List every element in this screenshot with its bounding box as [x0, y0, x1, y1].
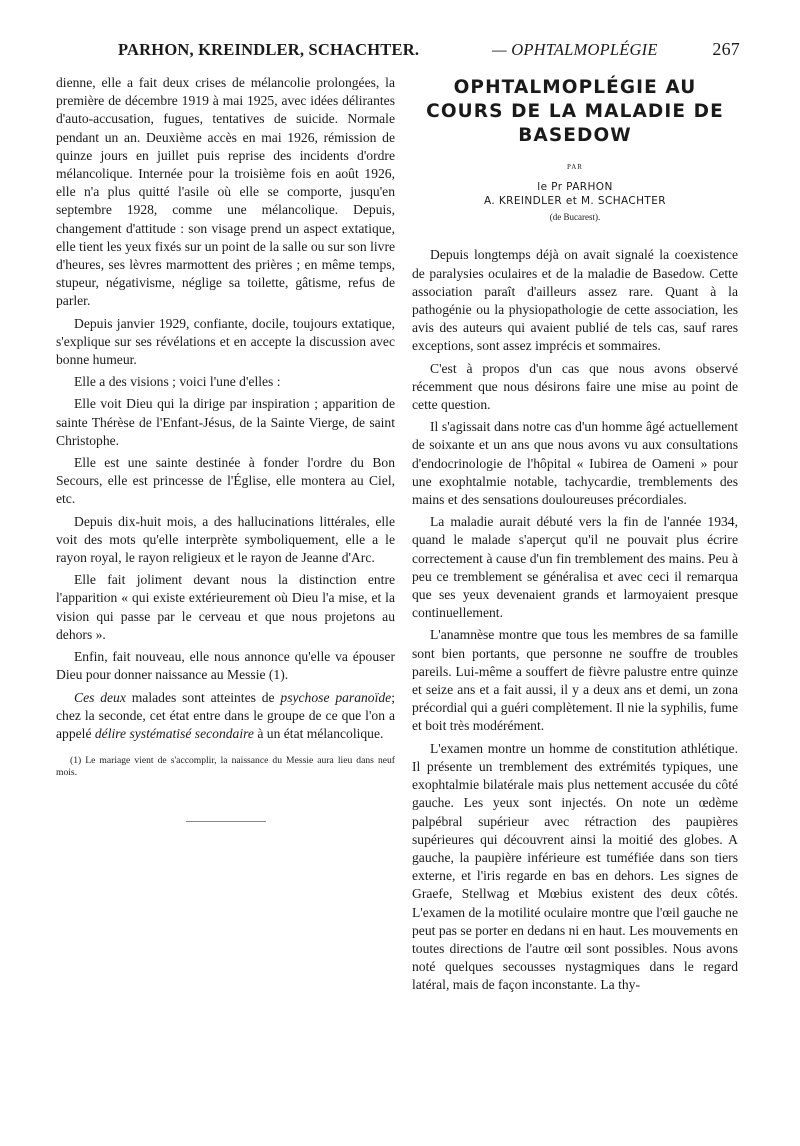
running-head-title — [492, 40, 658, 60]
paragraph: La maladie aurait débuté vers la fin de l'année 1934, quand le malade s'aperçut qu'il ne pouvait plus écrire correctement à cause d'un fin tremblement des mains. Peu à peu ce tremblement se généralisa et avec ceci il remarqua que ses yeux devenaient grands et larmoyaient presque continuellement. — [412, 514, 738, 621]
right-column — [412, 74, 738, 999]
left-column — [56, 74, 395, 822]
paragraph: C'est à propos d'un cas que nous avons observé récemment que nous désirons faire une mise au point de cette question. — [412, 360, 738, 413]
footnote: (1) Le mariage vient de s'accomplir, la naissance du Messie aura lieu dans neuf mois. — [56, 755, 395, 779]
running-head-dash: — — [492, 40, 507, 59]
italic-span: Ces deux — [74, 689, 126, 705]
paragraph: Depuis longtemps déjà on avait signalé la coexistence de paralysies oculaires et de la maladie de Basedow. Cette association paraît d'ailleurs assez rare. Quant à la pathogénie ou la physiopathologie de cette association, les avis des auteurs qui avaient publié de tels cas, sauf rares exceptions, sont assez imprécis et sommaires. — [412, 247, 738, 354]
paragraph: L'examen montre un homme de constitution athlétique. Il présente un tremblement des extrémités typiques, une exophtalmie bilatérale mais plus nettement accusée du côté gauche. Les yeux sont injectés. On note un œdème palpébral supérieur avec rétraction des paupières supérieures qui découvrent ainsi la moitié des globes. A gauche, la paupière inférieure est tuméfiée dans son tiers externe, et l'iris regarde en bas en dehors. Les signes de Graefe, Stellwag et Mœbius existent des deux côtés. L'examen de la motilité oculaire montre que l'œil gauche ne peut pas se porter en dedans ni en haut. Les mouvements en toutes directions de l'autre œil sont possibles. Nous avons noté quelques secousses nystagmiques dans le regard latéral, mais de façon inconstante. La thy- — [412, 740, 738, 993]
text-span: à un état mélancolique. — [253, 725, 384, 741]
paragraph: Il s'agissait dans notre cas d'un homme âgé actuellement de soixante et un ans que nous avons vu aux consultations d'endocrinologie de l'hôpital « Iubirea de Oameni » pour une exophtalmie notable, tachycardie, tremblements des mains et des sensations douloureuses précordiales. — [412, 419, 738, 508]
paragraph: Elle est une sainte destinée à fonder l'ordre du Bon Secours, elle est princesse de l'Église, elle montera au Ciel, etc. — [56, 455, 395, 507]
running-head-title-text: OPHTALMOPLÉGIE — [511, 40, 658, 59]
paragraph: dienne, elle a fait deux crises de mélancolie prolongées, la première de décembre 1919 à mai 1925, avec idées délirantes d'auto-accusation, fugues, tentatives de suicide. Normale pendant un an. Deuxième accès en mai 1926, rémission de quinze jours en juillet puis reprise des incidents d'ordre mélancolique. Internée pour la troisième fois en août 1926, elle n'a plus quitté l'asile où elle se comporte, jusqu'en septembre 1928, comme une mélancolique. Depuis, changement d'attitude : son visage prend un aspect extatique, elle tient les yeux fixés sur un point de la salle ou sur son livre d'heures, ses lèvres marmottent des prières ; en même temps, stupeur, négativisme, néglige sa toilette, gâtisme, refus de parler. — [56, 75, 396, 309]
paragraph: Elle voit Dieu qui la dirige par inspiration ; apparition de sainte Thérèse de l'Enfant-Jésus, de la Sainte Vierge, de saint Christophe. — [56, 396, 395, 448]
byline-par: PAR — [567, 163, 583, 171]
author-line-1: le Pr PARHON — [537, 181, 613, 194]
end-separator — [186, 821, 266, 822]
paragraph: Enfin, fait nouveau, elle nous annonce qu'elle va épouser Dieu pour donner naissance au Messie (1). — [56, 649, 395, 683]
author-line-2: A. KREINDLER et M. SCHACHTER — [484, 195, 666, 208]
italic-span: délire systématisé secondaire — [94, 725, 254, 741]
paragraph: L'anamnèse montre que tous les membres de sa famille sont bien portants, que personne ne souffre de troubles pareils. Lui-même a souffert de fièvre palustre entre quinze et seize ans et a fait aussi, il y a deux ans et demi, un zona précordial qui a guéri complètement. Il nie la syphilis, fume et boit très modérément. — [412, 627, 738, 734]
paragraph: Elle fait joliment devant nous la distinction entre l'apparition « qui existe extérieurement où Dieu l'a mise, et la vision qui passe par le cerveau et que nous projetons au dehors ». — [56, 572, 395, 642]
conclusion-paragraph — [56, 689, 395, 744]
italic-span: psychose paranoïde — [280, 689, 392, 705]
running-head-authors: PARHON, KREINDLER, SCHACHTER. — [118, 40, 420, 59]
affiliation: (de Bucarest). — [549, 212, 601, 223]
text-span: ; chez la seconde, cet état entre dans le groupe de ce que l'on a appelé — [56, 689, 395, 741]
paragraph: Elle a des visions ; voici l'une d'elles : — [74, 374, 281, 390]
text-span: malades sont atteintes de — [125, 689, 281, 705]
article-authors — [412, 180, 738, 208]
paragraph: Depuis dix-huit mois, a des hallucinations littérales, elle voit des mots qu'elle interprète symboliquement, elle a le rayon royal, le rayon religieux et le rayon de Jeanne d'Arc. — [56, 513, 395, 566]
page-number: 267 — [712, 39, 740, 59]
paragraph: Depuis janvier 1929, confiante, docile, toujours extatique, s'explique sur ses révélations et en accepte la discussion avec bonne humeur. — [56, 315, 395, 368]
article-title: OPHTALMOPLÉGIE AU COURS DE LA MALADIE DE BASEDOW — [426, 77, 724, 146]
